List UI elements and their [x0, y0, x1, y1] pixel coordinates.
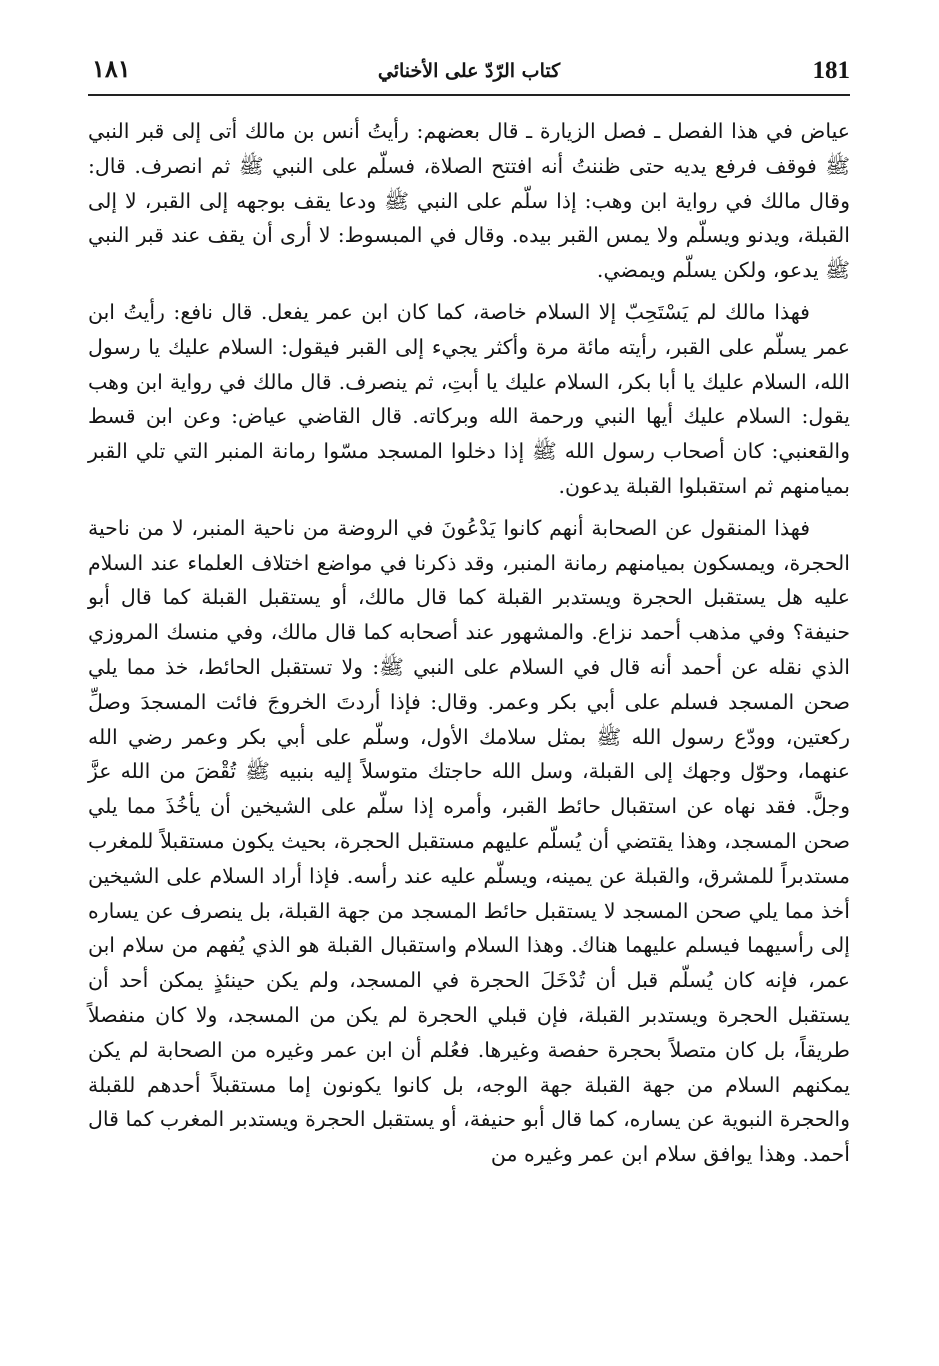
paragraph-1: عياض في هذا الفصل ـ فصل الزيارة ـ قال بعضهم: رأيتُ أنس بن مالك أتى إلى قبر النبي ﷺ فوقف فرفع يديه حتى ظننتُ أنه افتتح الصلاة، فسلّم على النبي ﷺ ثم انصرف. قال: وقال مالك في رواية ابن وهب: إذا سلّم على النبي ﷺ ودعا يقف بوجهه إلى القبر، لا إلى القبلة، ويدنو ويسلّم ولا يمس القبر بيده. وقال في المبسوط: لا أرى أن يقف عند قبر النبي ﷺ يدعو، ولكن يسلّم ويمضي.	[88, 119, 850, 283]
page-header	[88, 48, 850, 96]
page-number-latin: 181	[812, 57, 850, 84]
page-number-arabic: ١٨١	[92, 54, 131, 83]
running-title: كتاب الرّدّ على الأخنائي	[377, 60, 561, 82]
paragraph-2: فهذا مالك لم يَسْتَحِبّ إلا السلام خاصة، كما كان ابن عمر يفعل. قال نافع: رأيتُ ابن عمر يسلّم على القبر، رأيته مائة مرة وأكثر يجيء إلى القبر فيقول: السلام عليك يا رسول الله، السلام عليك يا أبا بكر، السلام عليك يا أبتِ، ثم ينصرف. قال مالك في رواية ابن وهب يقول: السلام عليك أيها النبي ورحمة الله وبركاته. قال القاضي عياض: وعن ابن قسط والقعنبي: كان أصحاب رسول الله ﷺ إذا دخلوا المسجد مسّوا رمانة المنبر التي تلي القبر بميامنهم ثم استقبلوا القبلة يدعون.	[88, 299, 850, 498]
paragraph-3: فهذا المنقول عن الصحابة أنهم كانوا يَدْعُونَ في الروضة من ناحية المنبر، لا من ناحية الحجرة، ويمسكون بميامنهم رمانة المنبر، وقد ذكرنا في مواضع اختلاف العلماء عند السلام عليه هل يستقبل الحجرة ويستدبر القبلة كما قال مالك، أو يستقبل القبلة كما قال أبو حنيفة؟ وفي مذهب أحمد نزاع. والمشهور عند أصحابه كما قال مالك، وفي منسك المروزي الذي نقله عن أحمد أنه قال في السلام على النبي ﷺ: ولا تستقبل الحائط، خذ مما يلي صحن المسجد فسلم على أبي بكر وعمر. وقال: فإذا أردتَ الخروجَ فائت المسجدَ وصلِّ ركعتين، وودّع رسول الله ﷺ بمثل سلامك الأول، وسلّم على أبي بكر وعمر رضي الله عنهما، وحوّل وجهك إلى القبلة، وسل الله حاجتك متوسلاً إليه بنبيه ﷺ تُقْضَ من الله عزَّ وجلَّ. فقد نهاه عن استقبال حائط القبر، وأمره إذا سلّم على الشيخين أن يأخُذَ مما يلي صحن المسجد، وهذا يقتضي أن يُسلّم عليهم مستقبل الحجرة، بحيث يكون مستقبلاً للمغرب مستدبراً للمشرق، والقبلة عن يمينه، ويسلّم عليه عند رأسه. فإذا أراد السلام على الشيخين أخذ مما يلي صحن المسجد لا يستقبل حائط المسجد من جهة القبلة، بل ينصرف عن يساره إلى رأسيهما فيسلم عليهما هناك. وهذا السلام واستقبال القبلة هو الذي يُفهم من سلام ابن عمر، فإنه كان يُسلّم قبل أن تُدْخَلَ الحجرة في المسجد، ولم يكن حينئذٍ يمكن أحد أن يستقبل الحجرة ويستدبر القبلة، فإن قبلي الحجرة لم يكن من المسجد، ولا كان منفصلاً طريقاً، بل كان متصلاً بحجرة حفصة وغيرها. فعُلم أن ابن عمر وغيره من الصحابة لم يكن يمكنهم السلام من جهة القبلة جهة الوجه، بل كانوا يكونون إما مستقبلاً أحدهم للقبلة والحجرة النبوية عن يساره، كما قال أبو حنيفة، أو يستقبل الحجرة ويستدبر المغرب كما قال أحمد. وهذا يوافق سلام ابن عمر وغيره من	[88, 515, 850, 1167]
page-body	[88, 114, 850, 1179]
